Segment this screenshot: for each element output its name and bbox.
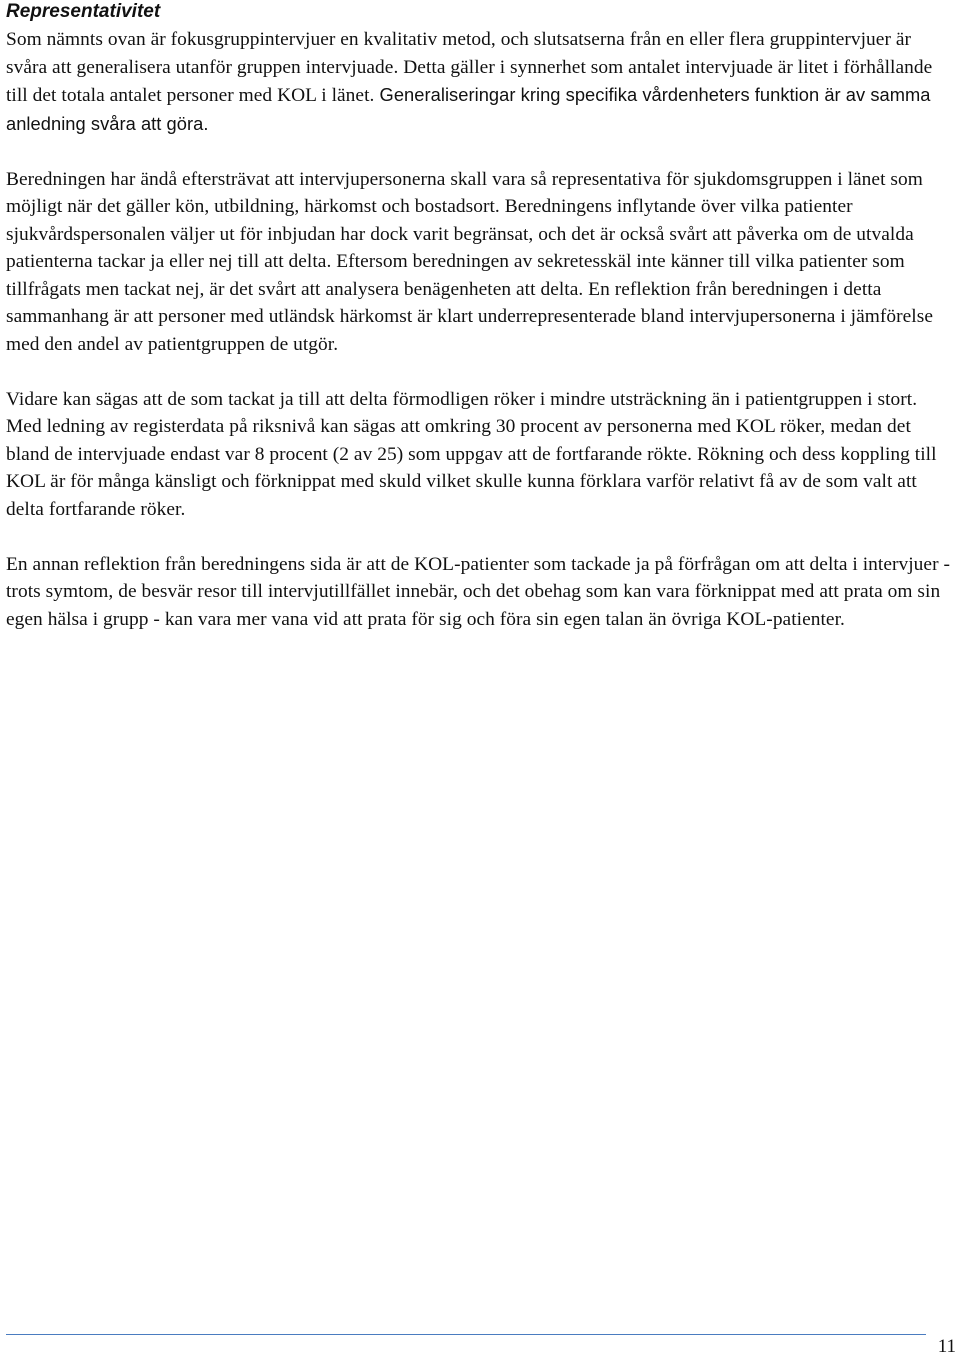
paragraph-sentence: Beredningen har ändå eftersträvat att intervjupersonerna skall vara så representativa för sjukdomsgruppen i länet som möjligt när det gäller kön, utbildning, härkomst och bostadsort. bbox=[6, 168, 923, 217]
paragraph-sentence: Vidare kan sägas att de som tackat ja till att delta förmodligen röker i mindre utsträckning än i patientgruppen i stort. bbox=[6, 388, 918, 410]
paragraph-sentence: Eftersom beredningen av sekretesskäl inte känner till vilka patienter som tillfrågats men tackat nej, är det svårt att analysera benägenheten att delta. bbox=[6, 251, 905, 300]
paragraph-reflection bbox=[6, 551, 956, 634]
paragraph-representativitet-intro bbox=[6, 26, 956, 138]
section-heading: Representativitet bbox=[6, 1, 161, 22]
document-page bbox=[6, 0, 956, 661]
paragraph-sentence: Detta gäller i synnerhet som antalet intervjuade är litet i förhållande till det totala antalet personer med KOL i länet. bbox=[6, 56, 933, 106]
paragraph-sentence: Beredningens inflytande över vilka patienter sjukvårdspersonalen väljer ut för inbjudan har dock varit begränsat, och det är också svårt att påverka om de utvalda patienterna tackar ja eller nej till att delta. bbox=[6, 196, 914, 272]
paragraph-sentence: Rökning och dess koppling till KOL är för många känsligt och förknippat med skuld vilket skulle kunna förklara varför relativt få av de som valt att delta fortfarande röker. bbox=[6, 443, 937, 520]
paragraph-sentence: Generaliseringar kring specifika vårdenheters funktion är av samma anledning svåra att göra. bbox=[6, 84, 931, 134]
paragraph-selection bbox=[6, 166, 956, 359]
paragraph-smoking bbox=[6, 386, 956, 524]
paragraph-sentence: En annan reflektion från beredningens sida är att de KOL-patienter som tackade ja på förfrågan om att delta i intervjuer - trots symtom, de besvär resor till intervjutillfället innebär, och det obehag som kan vara förknippat med att prata om sin egen hälsa i grupp - kan vara mer vana vid att prata för sig och föra sin egen talan än övriga KOL-patienter. bbox=[6, 553, 950, 630]
paragraph-sentence: Som nämnts ovan är fokusgruppintervjuer en kvalitativ metod, och slutsatserna från en eller flera gruppintervjuer är svåra att generalisera utanför gruppen intervjuade. bbox=[6, 29, 912, 78]
paragraph-sentence: Med ledning av registerdata på riksnivå kan sägas att omkring 30 procent av personerna med KOL röker, medan det bland de intervjuade endast var 8 procent (2 av 25) som uppgav att de fortfarande rökte. bbox=[6, 416, 911, 465]
footer-divider bbox=[6, 1334, 926, 1335]
paragraph-sentence: En reflektion från beredningen i detta sammanhang är att personer med utländsk härkomst är klart underrepresenterade bland intervjupersonerna i jämförelse med den andel av patientgruppen de utgör. bbox=[6, 278, 933, 355]
page-number: 11 bbox=[937, 1336, 956, 1357]
